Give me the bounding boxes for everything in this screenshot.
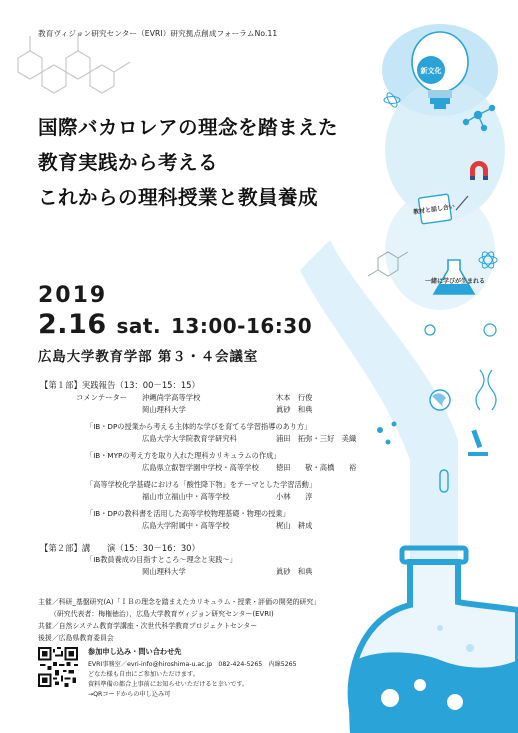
organizer-sub: （研究代表者：梅権徳治），広島大学教育ヴィジョン研究センター(EVRI)	[50, 610, 274, 618]
part2-header: 【第２部】講 演（15：30－16：30）	[40, 543, 200, 553]
report-1-affiliation: 広島大学大学院教育学研究科	[142, 434, 237, 443]
commentator-1-affiliation: 沖縄尚学高等学校	[142, 393, 201, 402]
report-2-affiliation: 広島県立叡智学園中学校・高等学校	[142, 463, 259, 472]
book-label: 教材と話し合い	[412, 203, 456, 217]
report-4-names: 梶山 耕成	[276, 521, 313, 530]
commentator-2-name: 眞砂 和典	[276, 405, 313, 414]
dna-icon	[476, 370, 496, 410]
qr-code[interactable]	[38, 647, 78, 687]
molecule-ball-icon	[377, 422, 397, 445]
contact-note-2: 資料準備の都合上事前にお知らせいただけると幸いです。	[88, 681, 249, 688]
microbe-icon	[425, 324, 496, 336]
commentator-label: コメンテーター	[76, 393, 128, 402]
commentator-1-name: 木本 行俊	[276, 393, 313, 402]
event-time: 13:00-16:30	[171, 314, 313, 338]
flask-label: 一緒に学びが生まれる	[424, 278, 486, 285]
contact-email-phone: EVRI事務室／evri-info@hiroshima-u.ac.jp 082-424-5265 内線5265	[88, 661, 297, 668]
new-culture-badge-icon	[417, 56, 445, 84]
title-line-2: 教育実践から考える	[38, 151, 219, 174]
lecture-affiliation: 岡山理科大学	[142, 567, 186, 576]
series-label: 教育ヴィジョン研究センター（EVRI）研究拠点創成フォーラムNo.11	[38, 29, 278, 38]
report-2-topic: 「IB・MYPの考え方を取り入れた理科カリキュラムの作成」	[86, 451, 281, 460]
report-3-topic: 「高等学校化学基礎における「酸性降下物」をテーマとした学習活動」	[86, 480, 317, 489]
badge-label: 新文化	[420, 67, 442, 75]
flask-drawing	[300, 240, 518, 733]
event-date	[38, 309, 312, 340]
report-3-affiliation: 福山市立福山中・高等学校	[142, 492, 230, 501]
report-4-affiliation: 広島大学附属中・高等学校	[142, 521, 230, 530]
part1-header: 【第１部】実践報告（13：00－15：15）	[40, 380, 200, 390]
globe-icon	[430, 390, 450, 410]
title-line-3: これからの理科授業と教員養成	[38, 186, 319, 209]
cosponsor: 共催／自然システム教育学講座・次世代科学教育プロジェクトセンター	[38, 622, 258, 630]
report-3-names: 小林 淳	[276, 492, 313, 501]
report-4-topic: 「IB・DPの教科書を活用した高等学校物理基礎・物理の授業」	[86, 509, 290, 518]
report-1-topic: 「IB・DPの授業から考える主体的な学びを育てる学習指導のあり方」	[86, 422, 312, 431]
lecture-speaker: 眞砂 和典	[276, 567, 313, 576]
event-day: sat.	[116, 314, 162, 338]
report-2-names: 徳田 敬・高橋 裕	[276, 463, 357, 472]
microscope-icon	[468, 429, 488, 456]
commentator-2-affiliation: 岡山理科大学	[142, 405, 186, 414]
event-year: 2019	[38, 283, 108, 308]
support: 後援／広島県教育委員会	[38, 634, 114, 642]
contact-note-1: どなた様も自由にご参加いただけます。	[88, 671, 199, 678]
event-venue: 広島大学教育学部 第３・４会議室	[38, 349, 258, 365]
report-1-names: 浦田 拓弥・三好 美織	[276, 434, 357, 443]
organizer: 主催／科研_基盤研究(A)「ＩＢの理念を踏まえたカリキュラム・授業・評価の開発的研究」	[38, 598, 321, 606]
event-date-value: 2.16	[38, 309, 107, 340]
title-line-1: 国際バカロレアの理念を踏まえた	[38, 116, 339, 139]
molecule-hexagons	[18, 36, 130, 93]
contact-heading: 参加申し込み・問い合わせ先	[88, 647, 182, 656]
contact-qr-note: →QRコードからの申し込み可	[88, 691, 171, 698]
lecture-topic: 「IB教員養成の目指すところ〜理念と実践〜」	[86, 555, 237, 564]
